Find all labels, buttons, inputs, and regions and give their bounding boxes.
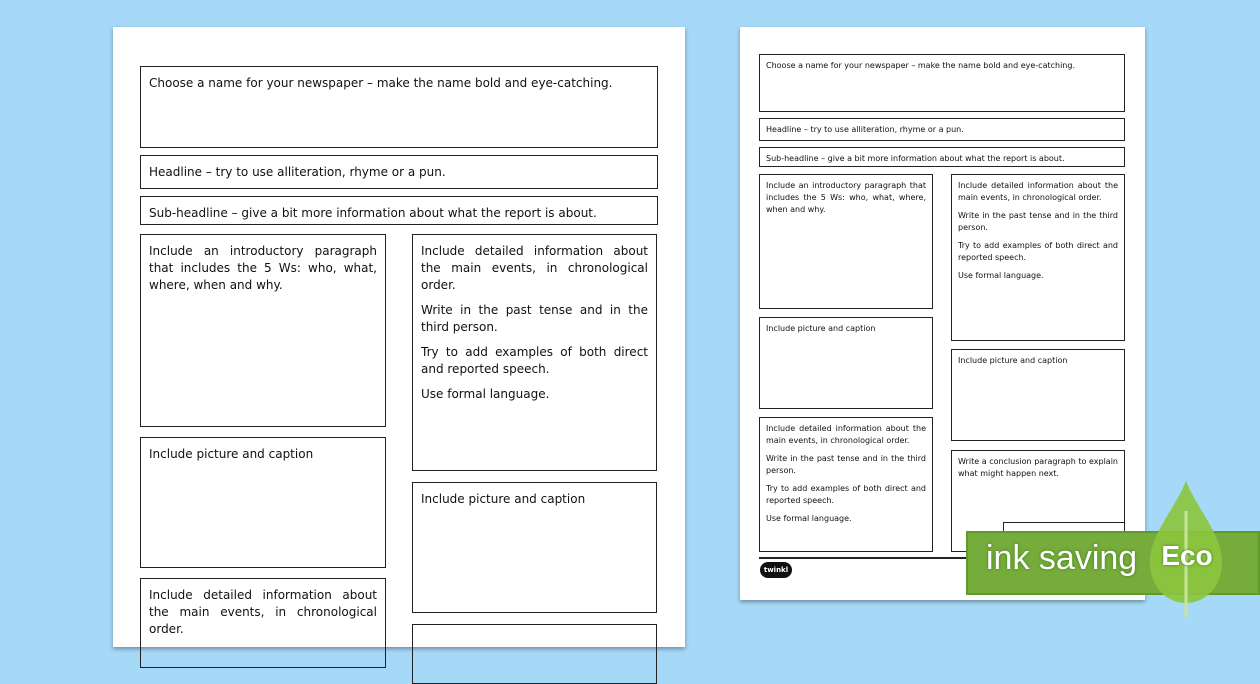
blank-box (412, 624, 657, 684)
writing-prompt-box (951, 174, 1125, 341)
writing-prompt-box (140, 578, 386, 668)
prompt-text: Use formal language. (958, 271, 1044, 280)
writing-prompt-box (759, 317, 933, 409)
writing-prompt-box (140, 66, 658, 148)
worksheet-preview-page-1 (113, 27, 685, 647)
prompt-text: Choose a name for your newspaper – make the name bold and eye-catching. (766, 61, 1075, 70)
prompt-text: Write in the past tense and in the third person. (421, 303, 648, 334)
prompt-text: Include an introductory paragraph that includes the 5 Ws: who, what, where, when and why. (766, 181, 926, 214)
prompt-text: Include detailed information about the main events, in chronological order. (149, 588, 377, 636)
prompt-text: Include picture and caption (766, 324, 876, 333)
prompt-text: Include detailed information about the main events, in chronological order. (421, 244, 648, 292)
prompt-text: Include detailed information about the main events, in chronological order. (958, 181, 1118, 202)
prompt-text: Choose a name for your newspaper – make the name bold and eye-catching. (149, 76, 613, 90)
prompt-text: Sub-headline – give a bit more information about what the report is about. (149, 206, 597, 220)
writing-prompt-box (140, 155, 658, 189)
writing-prompt-box (412, 234, 657, 471)
prompt-text: Headline – try to use alliteration, rhyme or a pun. (766, 125, 964, 134)
prompt-text: Include picture and caption (958, 356, 1068, 365)
prompt-text: Try to add examples of both direct and reported speech. (766, 484, 926, 505)
prompt-text: Use formal language. (766, 514, 852, 523)
prompt-text: Write a conclusion paragraph to explain what might happen next. (958, 457, 1118, 478)
writing-prompt-box (140, 437, 386, 568)
prompt-text: Include picture and caption (421, 492, 586, 506)
prompt-text: Include an introductory paragraph that includes the 5 Ws: who, what, where, when and why. (149, 244, 377, 292)
writing-prompt-box (140, 196, 658, 225)
prompt-text: Use formal language. (421, 387, 550, 401)
prompt-text: Include picture and caption (149, 447, 314, 461)
eco-label: Eco (1161, 540, 1213, 571)
prompt-text: Headline – try to use alliteration, rhyme or a pun. (149, 165, 446, 179)
writing-prompt-box (759, 54, 1125, 112)
prompt-text: Include detailed information about the main events, in chronological order. (766, 424, 926, 445)
writing-prompt-box (140, 234, 386, 427)
writing-prompt-box (412, 482, 657, 613)
prompt-text: Write in the past tense and in the third person. (766, 454, 926, 475)
prompt-text: Write in the past tense and in the third person. (958, 211, 1118, 232)
prompt-text: Try to add examples of both direct and reported speech. (421, 345, 648, 376)
writing-prompt-box (951, 349, 1125, 441)
twinkl-logo: twinkl (760, 562, 792, 578)
ink-saving-text: ink saving (986, 539, 1138, 577)
worksheet-preview-page-2 (740, 27, 1145, 600)
prompt-text: Sub-headline – give a bit more information about what the report is about. (766, 154, 1065, 163)
prompt-text: Try to add examples of both direct and reported speech. (958, 241, 1118, 262)
writing-prompt-box (759, 147, 1125, 167)
writing-prompt-box (759, 174, 933, 309)
writing-prompt-box (759, 118, 1125, 141)
writing-prompt-box (759, 417, 933, 552)
